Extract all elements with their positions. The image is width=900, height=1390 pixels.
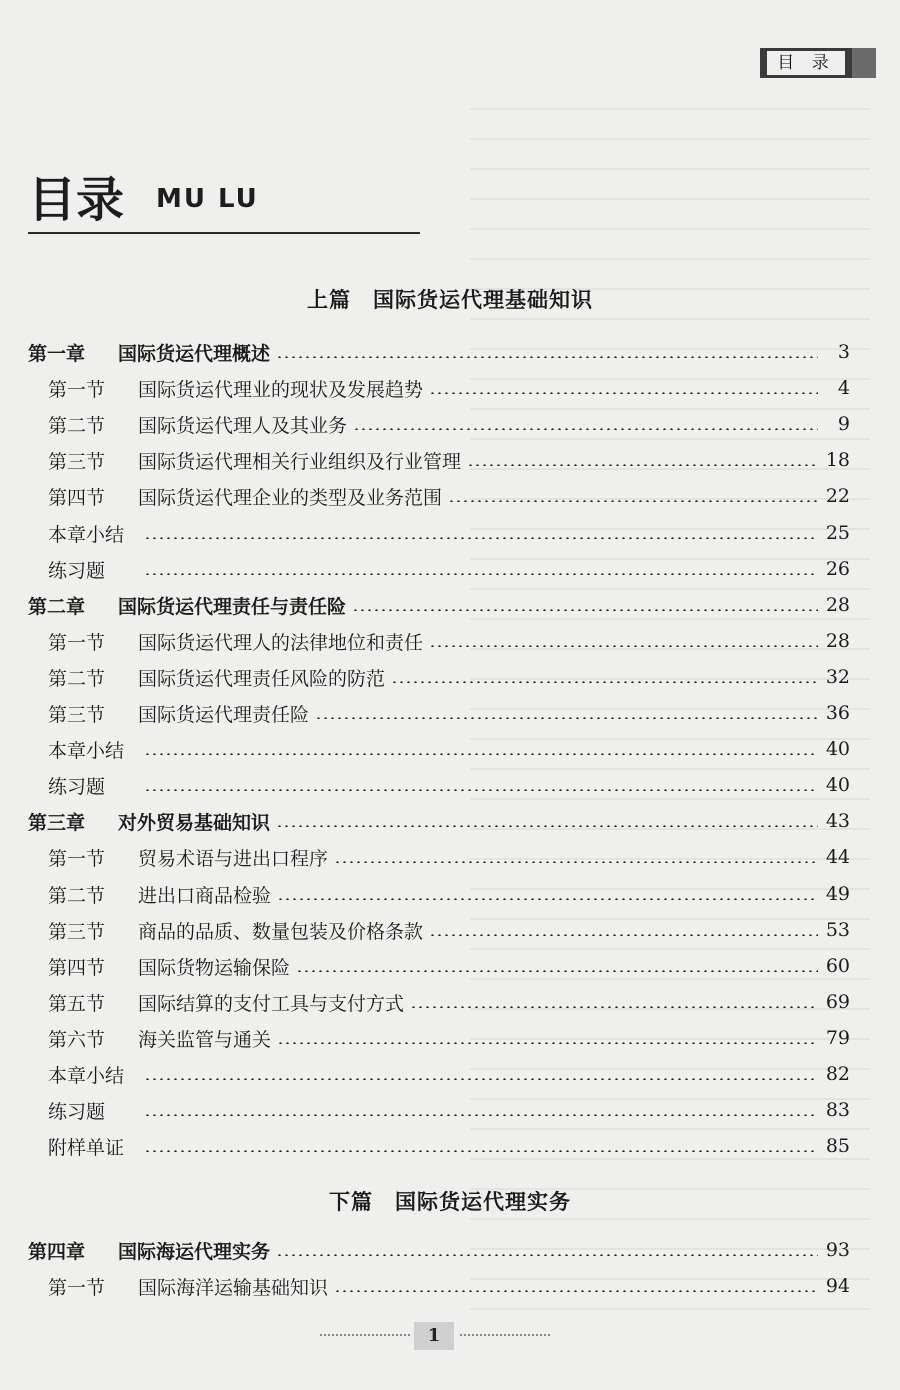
- toc-section-row[interactable]: [28, 876, 850, 912]
- toc-section-row[interactable]: [28, 767, 850, 803]
- toc-section-row[interactable]: [28, 1128, 850, 1164]
- toc-page-number: 40: [825, 774, 850, 796]
- toc-page-number: 44: [825, 846, 850, 868]
- toc-page-number: 93: [825, 1239, 850, 1261]
- dot-leader: [315, 717, 818, 719]
- dot-leader: [277, 898, 818, 900]
- toc-entry-label: [48, 772, 138, 799]
- toc-entry-title: 贸易术语与进出口程序: [138, 847, 329, 870]
- toc-entry-number: 第一节: [48, 847, 106, 870]
- toc-entry-label: [28, 339, 270, 366]
- section-tab-label: 目 录: [767, 51, 844, 75]
- toc-section-row[interactable]: [28, 515, 850, 551]
- dot-leader: [144, 753, 818, 755]
- toc-entry-number: 第一节: [48, 378, 106, 401]
- toc-page-number: 25: [825, 522, 850, 544]
- toc-section-row[interactable]: [28, 370, 850, 406]
- toc-section-row[interactable]: [28, 695, 850, 731]
- toc-section-row[interactable]: [28, 478, 850, 514]
- toc-page-number: 43: [825, 810, 850, 832]
- dot-leader: [334, 861, 818, 863]
- dot-leader: [277, 1042, 818, 1044]
- toc-section-row[interactable]: [28, 659, 850, 695]
- toc-page-number: 79: [825, 1027, 850, 1049]
- dot-leader: [429, 934, 818, 936]
- dot-leader: [448, 500, 818, 502]
- toc-entry-number: 练习题: [48, 775, 106, 798]
- toc-section-row[interactable]: [28, 1056, 850, 1092]
- part-label: 上篇: [307, 287, 351, 312]
- dot-leader: [144, 789, 818, 791]
- toc-entry-number: 本章小结: [48, 739, 125, 762]
- toc-page-number: 18: [825, 449, 850, 471]
- page-number: 1: [414, 1322, 454, 1350]
- toc-entry-number: 第三节: [48, 703, 106, 726]
- toc-entry-title: 海关监管与通关: [138, 1028, 272, 1051]
- part-heading-1: [0, 284, 900, 314]
- footer-rule-left: [320, 1334, 410, 1336]
- title-chinese: 目录: [28, 172, 125, 228]
- dot-leader: [429, 392, 818, 394]
- toc-entry-label: [48, 953, 290, 980]
- toc-page-number: 94: [825, 1275, 850, 1297]
- toc-page-number: 9: [837, 413, 850, 435]
- title-pinyin: MU LU: [156, 184, 259, 214]
- toc-section-row[interactable]: [28, 1020, 850, 1056]
- dot-leader: [276, 825, 818, 827]
- toc-section-row[interactable]: [28, 731, 850, 767]
- toc-chapter-row[interactable]: [28, 803, 850, 839]
- toc-entry-title: 进出口商品检验: [138, 884, 272, 907]
- toc-page-number: 26: [825, 558, 850, 580]
- toc-entry-title: 国际货运代理人及其业务: [138, 414, 348, 437]
- toc-entry-label: [48, 917, 423, 944]
- dot-leader: [429, 645, 818, 647]
- toc-entry-title: 国际结算的支付工具与支付方式: [138, 992, 405, 1015]
- toc-entry-number: 第一节: [48, 1276, 106, 1299]
- toc-section-row[interactable]: [28, 912, 850, 948]
- toc-entry-number: 第一章: [28, 342, 86, 365]
- toc-page-number: 36: [825, 702, 850, 724]
- toc-entry-label: [48, 881, 271, 908]
- toc-section-row[interactable]: [28, 551, 850, 587]
- toc-entry-number: 第二节: [48, 414, 106, 437]
- toc-section-row[interactable]: [28, 948, 850, 984]
- dot-leader: [410, 1006, 818, 1008]
- dot-leader: [144, 1150, 818, 1152]
- toc-page-number: 40: [825, 738, 850, 760]
- toc-entry-number: 第五节: [48, 992, 106, 1015]
- toc-page-number: 28: [825, 630, 850, 652]
- toc-entry-number: 本章小结: [48, 523, 125, 546]
- toc-entry-label: [48, 628, 423, 655]
- toc-section-row[interactable]: [28, 839, 850, 875]
- dot-leader: [391, 681, 818, 683]
- toc-title: [28, 170, 428, 236]
- toc-section-row[interactable]: [28, 623, 850, 659]
- toc-entry-number: 本章小结: [48, 1064, 125, 1087]
- toc-entry-title: 国际货运代理责任与责任险: [118, 595, 347, 618]
- dot-leader: [334, 1290, 818, 1292]
- dot-leader: [352, 609, 818, 611]
- toc-entry-number: 第三章: [28, 811, 86, 834]
- toc-entry-number: 第三节: [48, 920, 106, 943]
- dot-leader: [296, 970, 818, 972]
- dot-leader: [353, 428, 818, 430]
- toc-entry-label: [48, 556, 138, 583]
- toc-entry-label: [28, 1237, 270, 1264]
- toc-entry-number: 练习题: [48, 1100, 106, 1123]
- toc-entry-number: 练习题: [48, 559, 106, 582]
- toc-entry-title: 商品的品质、数量包装及价格条款: [138, 920, 424, 943]
- toc-entry-label: [48, 375, 423, 402]
- dot-leader: [144, 573, 818, 575]
- toc-page-number: 49: [825, 883, 850, 905]
- toc-entry-title: 国际海运代理实务: [118, 1240, 271, 1263]
- toc-entry-label: [48, 1133, 138, 1160]
- toc-entry-label: [48, 989, 404, 1016]
- toc-entry-label: [48, 483, 442, 510]
- toc-entry-number: 第二章: [28, 595, 86, 618]
- toc-section-row[interactable]: [28, 406, 850, 442]
- part-title: 国际货运代理基础知识: [373, 287, 593, 312]
- toc-entry-label: [48, 1061, 138, 1088]
- dot-leader: [144, 537, 818, 539]
- toc-page-number: 82: [825, 1063, 850, 1085]
- section-tab: [760, 48, 852, 78]
- toc-chapter-row[interactable]: [28, 1232, 850, 1268]
- toc-entry-title: 国际货运代理相关行业组织及行业管理: [138, 450, 462, 473]
- toc-page-number: 83: [825, 1099, 850, 1121]
- toc-entry-number: 第一节: [48, 631, 106, 654]
- toc-entry-number: 第四节: [48, 956, 106, 979]
- dot-leader: [276, 356, 818, 358]
- part-heading-2: [0, 1186, 900, 1216]
- toc-entry-label: [48, 447, 461, 474]
- toc-entry-number: 第三节: [48, 450, 106, 473]
- toc-section-row[interactable]: [28, 442, 850, 478]
- toc-entry-number: 第六节: [48, 1028, 106, 1051]
- toc-entry-number: 第四节: [48, 486, 106, 509]
- toc-page-number: 85: [825, 1135, 850, 1157]
- toc-entry-title: 国际货物运输保险: [138, 956, 291, 979]
- toc-entry-number: 附样单证: [48, 1136, 125, 1159]
- dot-leader: [276, 1254, 818, 1256]
- toc-entry-label: [48, 844, 328, 871]
- toc-entry-label: [48, 520, 138, 547]
- toc-entry-title: 国际货运代理概述: [118, 342, 271, 365]
- toc-entry-label: [48, 664, 385, 691]
- toc-entry-title: 国际货运代理人的法律地位和责任: [138, 631, 424, 654]
- toc-chapter-row[interactable]: [28, 334, 850, 370]
- toc-section-row[interactable]: [28, 1092, 850, 1128]
- part-title: 国际货运代理实务: [395, 1189, 571, 1214]
- toc-entry-title: 国际货运代理责任险: [138, 703, 310, 726]
- toc-entry-label: [28, 592, 346, 619]
- toc-entry-label: [48, 1273, 328, 1300]
- footer-rule-right: [460, 1334, 550, 1336]
- toc-page-number: 53: [825, 919, 850, 941]
- toc-entry-label: [28, 808, 270, 835]
- dot-leader: [144, 1078, 818, 1080]
- toc-page-number: 69: [825, 991, 850, 1013]
- toc-entry-title: 国际货运代理企业的类型及业务范围: [138, 486, 443, 509]
- toc-section-row[interactable]: [28, 1268, 850, 1304]
- toc-entry-number: 第四章: [28, 1240, 86, 1263]
- toc-page-number: 3: [837, 341, 850, 363]
- toc-entry-number: 第二节: [48, 667, 106, 690]
- toc-page-number: 32: [825, 666, 850, 688]
- toc-entry-number: 第二节: [48, 884, 106, 907]
- title-underline: [28, 232, 420, 234]
- toc-page-number: 4: [837, 377, 850, 399]
- toc-entry-label: [48, 1025, 271, 1052]
- toc-entry-label: [48, 1097, 138, 1124]
- toc-entry-title: 国际海洋运输基础知识: [138, 1276, 329, 1299]
- part-label: 下篇: [329, 1189, 373, 1214]
- toc-entry-label: [48, 736, 138, 763]
- toc-page-number: 22: [825, 485, 850, 507]
- dot-leader: [144, 1114, 818, 1116]
- dot-leader: [467, 464, 818, 466]
- toc-chapter-row[interactable]: [28, 587, 850, 623]
- toc-entry-label: [48, 700, 309, 727]
- toc-page-number: 60: [825, 955, 850, 977]
- toc-entry-title: 对外贸易基础知识: [118, 811, 271, 834]
- toc-entry-title: 国际货运代理责任风险的防范: [138, 667, 386, 690]
- toc-section-row[interactable]: [28, 984, 850, 1020]
- toc-entry-title: 国际货运代理业的现状及发展趋势: [138, 378, 424, 401]
- toc-page-number: 28: [825, 594, 850, 616]
- toc-entry-label: [48, 411, 347, 438]
